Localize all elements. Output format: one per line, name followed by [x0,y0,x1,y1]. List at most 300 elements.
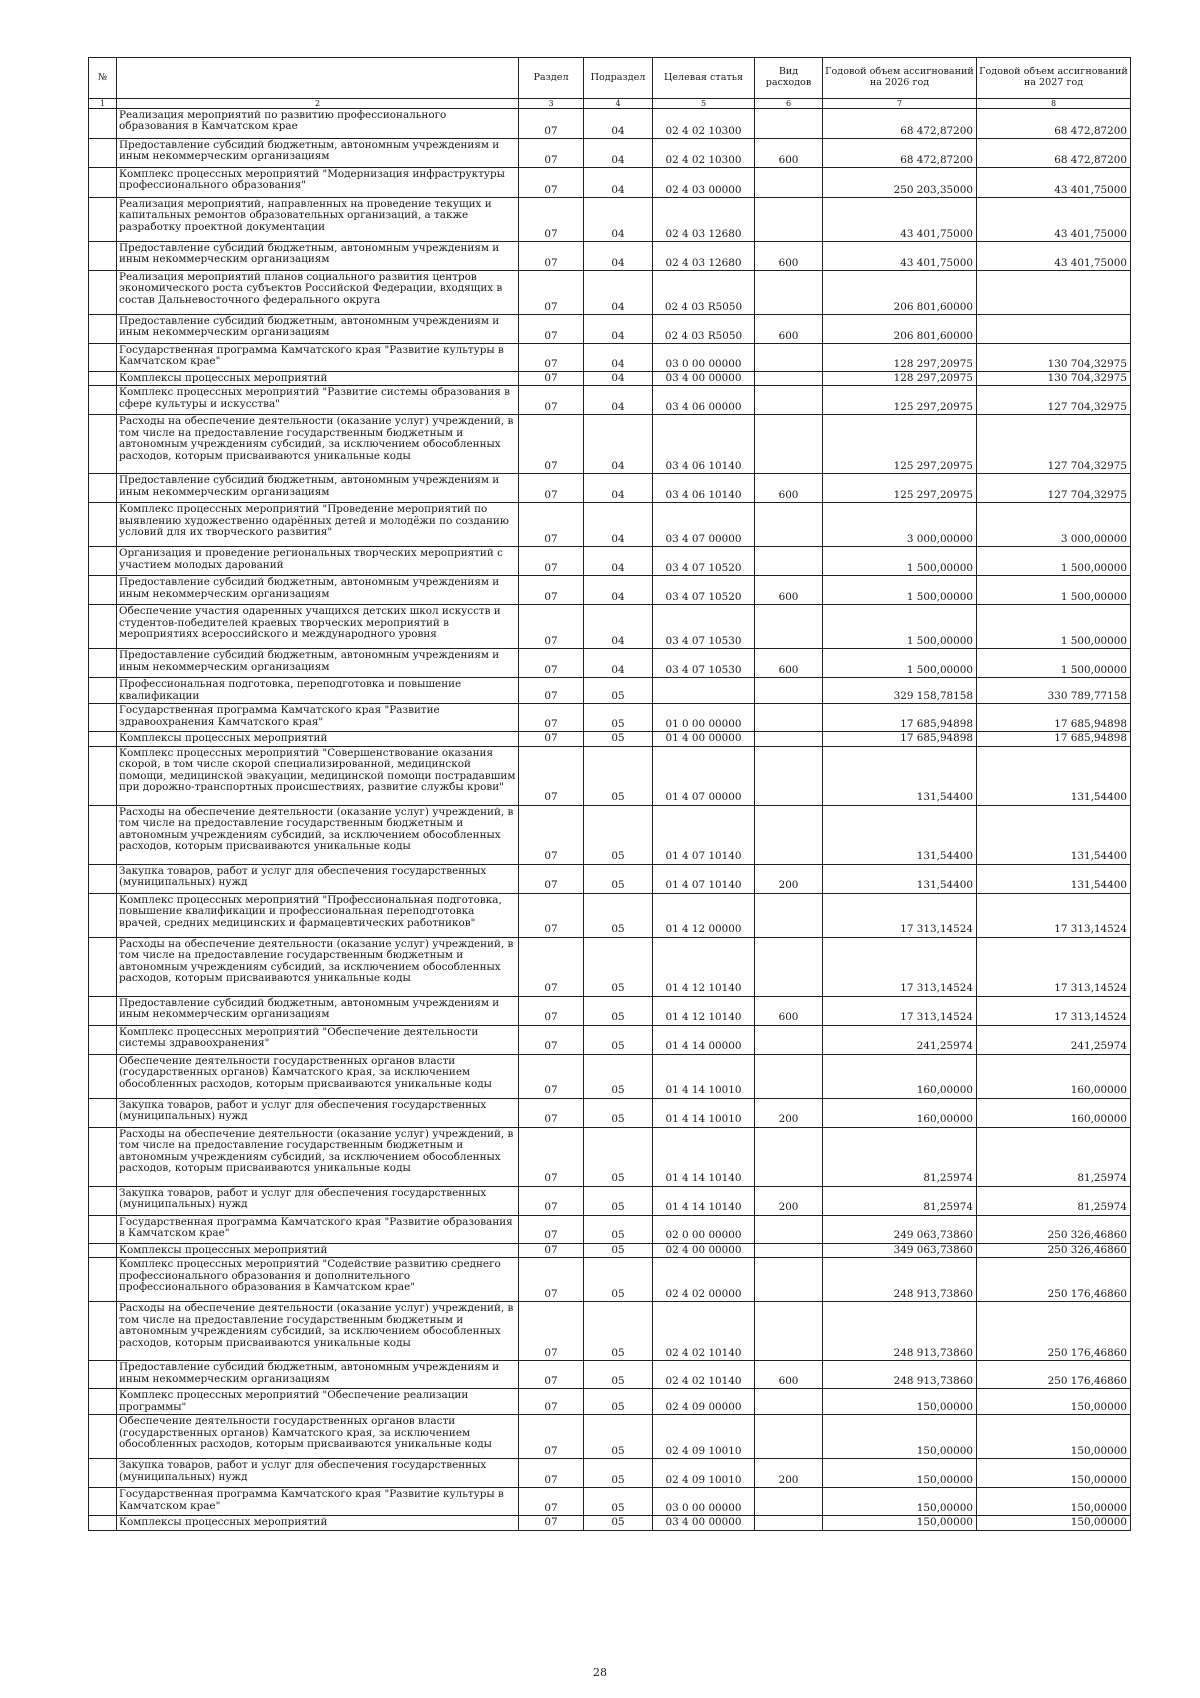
podrazdel-cell: 05 [584,1302,653,1361]
header-expense-type: Вид расходов [755,58,823,99]
column-number: 2 [117,99,519,109]
row-number-cell [89,1361,117,1389]
table-row [89,1415,1131,1459]
expense-type-cell [755,937,823,996]
podrazdel-cell: 05 [584,1186,653,1215]
amount-2026-cell: 206 801,60000 [823,315,977,344]
amount-2026-cell: 131,54400 [823,746,977,805]
amount-2026-cell: 150,00000 [823,1415,977,1459]
expense-type-cell: 600 [755,474,823,503]
amount-2027-cell: 43 401,75000 [977,242,1131,271]
item-name: Закупка товаров, работ и услуг для обеспечения государственных (муниципальных) нужд [117,864,519,893]
target-article-cell: 01 4 14 10010 [653,1054,755,1098]
amount-2027-cell: 68 472,87200 [977,109,1131,139]
header-name [117,58,519,99]
table-row [89,1127,1131,1186]
amount-2026-cell: 241,25974 [823,1025,977,1054]
podrazdel-cell: 05 [584,1459,653,1488]
expense-type-cell [755,1215,823,1243]
column-number: 5 [653,99,755,109]
amount-2026-cell: 125 297,20975 [823,474,977,503]
amount-2026-cell: 249 063,73860 [823,1215,977,1243]
amount-2026-cell: 131,54400 [823,864,977,893]
item-name: Комплексы процессных мероприятий [117,732,519,746]
expense-type-cell [755,1389,823,1415]
razdel-cell: 07 [519,503,584,547]
expense-type-cell [755,732,823,746]
row-number-cell [89,168,117,198]
table-row [89,1302,1131,1361]
expense-type-cell: 600 [755,1361,823,1389]
item-name: Государственная программа Камчатского края "Развитие здравоохранения Камчатского края" [117,704,519,732]
column-number: 8 [977,99,1131,109]
podrazdel-cell: 04 [584,649,653,678]
podrazdel-cell: 04 [584,576,653,605]
row-number-cell [89,271,117,315]
row-number-cell [89,746,117,805]
expense-type-cell [755,415,823,474]
header-year-2027: Годовой объем ассигнований на 2027 год [977,58,1131,99]
row-number-cell [89,1488,117,1516]
podrazdel-cell: 04 [584,109,653,139]
table-row [89,1361,1131,1389]
table-row [89,415,1131,474]
target-article-cell: 02 4 03 12680 [653,198,755,242]
row-number-cell [89,649,117,678]
amount-2027-cell: 81,25974 [977,1127,1131,1186]
header-year-2026: Годовой объем ассигнований на 2026 год [823,58,977,99]
expense-type-cell [755,704,823,732]
amount-2027-cell: 81,25974 [977,1186,1131,1215]
podrazdel-cell: 05 [584,1054,653,1098]
row-number-cell [89,315,117,344]
table-row [89,1459,1131,1488]
target-article-cell: 02 4 09 00000 [653,1389,755,1415]
podrazdel-cell: 05 [584,1516,653,1530]
target-article-cell: 01 4 00 00000 [653,732,755,746]
table-row [89,746,1131,805]
column-number: 4 [584,99,653,109]
amount-2026-cell: 1 500,00000 [823,649,977,678]
razdel-cell: 07 [519,864,584,893]
row-number-cell [89,1054,117,1098]
razdel-cell: 07 [519,547,584,576]
row-number-cell [89,1215,117,1243]
podrazdel-cell: 04 [584,271,653,315]
item-name: Предоставление субсидий бюджетным, автономным учреждениям и иным некоммерческим организациям [117,139,519,168]
target-article-cell: 02 4 00 00000 [653,1243,755,1257]
podrazdel-cell: 04 [584,315,653,344]
razdel-cell: 07 [519,649,584,678]
column-number: 1 [89,99,117,109]
target-article-cell: 03 4 07 10520 [653,576,755,605]
target-article-cell: 03 4 07 10530 [653,605,755,649]
item-name: Реализация мероприятий по развитию профессионального образования в Камчатском крае [117,109,519,139]
razdel-cell: 07 [519,1516,584,1530]
target-article-cell: 01 4 14 10140 [653,1127,755,1186]
amount-2026-cell: 81,25974 [823,1186,977,1215]
podrazdel-cell: 04 [584,474,653,503]
table-row [89,1243,1131,1257]
target-article-cell: 02 4 09 10010 [653,1415,755,1459]
razdel-cell: 07 [519,415,584,474]
amount-2026-cell: 131,54400 [823,805,977,864]
razdel-cell: 07 [519,678,584,704]
amount-2027-cell: 1 500,00000 [977,547,1131,576]
table-row [89,315,1131,344]
expense-type-cell: 600 [755,649,823,678]
target-article-cell: 02 4 02 10300 [653,109,755,139]
table-row [89,996,1131,1025]
amount-2026-cell: 3 000,00000 [823,503,977,547]
amount-2026-cell: 43 401,75000 [823,242,977,271]
razdel-cell: 07 [519,109,584,139]
target-article-cell: 01 4 07 00000 [653,746,755,805]
table-row [89,109,1131,139]
podrazdel-cell: 04 [584,344,653,372]
target-article-cell: 01 4 07 10140 [653,864,755,893]
amount-2027-cell: 241,25974 [977,1025,1131,1054]
podrazdel-cell: 04 [584,415,653,474]
item-name: Закупка товаров, работ и услуг для обеспечения государственных (муниципальных) нужд [117,1459,519,1488]
table-row [89,1025,1131,1054]
expense-type-cell [755,893,823,937]
target-article-cell [653,678,755,704]
amount-2027-cell: 1 500,00000 [977,649,1131,678]
razdel-cell: 07 [519,1459,584,1488]
expense-type-cell [755,678,823,704]
expense-type-cell [755,1025,823,1054]
podrazdel-cell: 05 [584,1025,653,1054]
expense-type-cell: 200 [755,1098,823,1127]
table-row [89,1098,1131,1127]
target-article-cell: 02 4 03 12680 [653,242,755,271]
podrazdel-cell: 05 [584,996,653,1025]
row-number-cell [89,1415,117,1459]
podrazdel-cell: 04 [584,242,653,271]
row-number-cell [89,893,117,937]
razdel-cell: 07 [519,1186,584,1215]
target-article-cell: 01 0 00 00000 [653,704,755,732]
item-name: Комплекс процессных мероприятий "Обеспечение деятельности системы здравоохранения" [117,1025,519,1054]
razdel-cell: 07 [519,1054,584,1098]
target-article-cell: 03 4 06 10140 [653,474,755,503]
table-row [89,344,1131,372]
target-article-cell: 02 4 02 10140 [653,1302,755,1361]
amount-2027-cell: 150,00000 [977,1389,1131,1415]
amount-2027-cell: 150,00000 [977,1516,1131,1530]
amount-2027-cell: 1 500,00000 [977,576,1131,605]
amount-2027-cell: 43 401,75000 [977,168,1131,198]
amount-2026-cell: 160,00000 [823,1098,977,1127]
item-name: Закупка товаров, работ и услуг для обеспечения государственных (муниципальных) нужд [117,1098,519,1127]
target-article-cell: 01 4 14 10140 [653,1186,755,1215]
razdel-cell: 07 [519,893,584,937]
table-row [89,503,1131,547]
podrazdel-cell: 05 [584,1243,653,1257]
podrazdel-cell: 05 [584,937,653,996]
amount-2027-cell: 43 401,75000 [977,198,1131,242]
row-number-cell [89,1098,117,1127]
expense-type-cell [755,271,823,315]
amount-2027-cell: 250 176,46860 [977,1302,1131,1361]
target-article-cell: 03 4 07 10520 [653,547,755,576]
amount-2026-cell: 17 313,14524 [823,937,977,996]
target-article-cell: 03 4 06 00000 [653,386,755,415]
razdel-cell: 07 [519,605,584,649]
razdel-cell: 07 [519,1302,584,1361]
item-name: Комплекс процессных мероприятий "Совершенствование оказания скорой, в том числе скорой специализированной, медицинской помощи, медицинской эвакуации, медицинской помощи пострадавшим при дорожно-транспортных происшествиях, развитие службы крови" [117,746,519,805]
amount-2026-cell: 150,00000 [823,1389,977,1415]
row-number-cell [89,704,117,732]
amount-2026-cell: 329 158,78158 [823,678,977,704]
row-number-cell [89,1302,117,1361]
expense-type-cell [755,605,823,649]
expense-type-cell [755,344,823,372]
table-row [89,242,1131,271]
target-article-cell: 03 0 00 00000 [653,1488,755,1516]
podrazdel-cell: 05 [584,864,653,893]
row-number-cell [89,474,117,503]
expense-type-cell [755,1054,823,1098]
expense-type-cell: 200 [755,864,823,893]
amount-2026-cell: 125 297,20975 [823,386,977,415]
table-row [89,1389,1131,1415]
podrazdel-cell: 04 [584,503,653,547]
item-name: Расходы на обеспечение деятельности (оказание услуг) учреждений, в том числе на предоставление государственным бюджетным и автономным учреждениям субсидий, за исключением обособленных расходов, которым присваиваются уникальные коды [117,805,519,864]
header-podrazdel: Подраздел [584,58,653,99]
row-number-cell [89,1516,117,1530]
amount-2026-cell: 150,00000 [823,1488,977,1516]
razdel-cell: 07 [519,1258,584,1302]
razdel-cell: 07 [519,198,584,242]
item-name: Комплекс процессных мероприятий "Содействие развитию среднего профессионального образования и дополнительного профессионального образования в Камчатском крае" [117,1258,519,1302]
table-row [89,605,1131,649]
row-number-cell [89,415,117,474]
table-row [89,576,1131,605]
table-row [89,1215,1131,1243]
amount-2026-cell: 17 313,14524 [823,996,977,1025]
amount-2026-cell: 1 500,00000 [823,605,977,649]
razdel-cell: 07 [519,372,584,386]
amount-2026-cell: 248 913,73860 [823,1258,977,1302]
podrazdel-cell: 05 [584,1415,653,1459]
budget-table [88,57,1131,1531]
table-row [89,372,1131,386]
amount-2026-cell: 1 500,00000 [823,547,977,576]
razdel-cell: 07 [519,1389,584,1415]
table-row [89,1186,1131,1215]
expense-type-cell: 200 [755,1186,823,1215]
row-number-cell [89,1025,117,1054]
amount-2026-cell: 160,00000 [823,1054,977,1098]
item-name: Предоставление субсидий бюджетным, автономным учреждениям и иным некоммерческим организациям [117,649,519,678]
podrazdel-cell: 04 [584,386,653,415]
podrazdel-cell: 04 [584,168,653,198]
table-row [89,1488,1131,1516]
row-number-cell [89,1186,117,1215]
item-name: Обеспечение участия одаренных учащихся детских школ искусств и студентов-победителей краевых творческих мероприятий в мероприятиях всероссийского и международного уровня [117,605,519,649]
amount-2027-cell: 68 472,87200 [977,139,1131,168]
item-name: Организация и проведение региональных творческих мероприятий с участием молодых дарований [117,547,519,576]
item-name: Комплекс процессных мероприятий "Обеспечение реализации программы" [117,1389,519,1415]
item-name: Расходы на обеспечение деятельности (оказание услуг) учреждений, в том числе на предоставление государственным бюджетным и автономным учреждениям субсидий, за исключением обособленных расходов, которым присваиваются уникальные коды [117,1302,519,1361]
expense-type-cell [755,805,823,864]
target-article-cell: 02 4 02 10300 [653,139,755,168]
table-row [89,937,1131,996]
razdel-cell: 07 [519,1215,584,1243]
page-number: 28 [593,1666,607,1679]
expense-type-cell [755,109,823,139]
amount-2026-cell: 206 801,60000 [823,271,977,315]
podrazdel-cell: 05 [584,1361,653,1389]
expense-type-cell [755,1415,823,1459]
amount-2027-cell: 130 704,32975 [977,372,1131,386]
expense-type-cell: 600 [755,242,823,271]
item-name: Комплекс процессных мероприятий "Модернизация инфраструктуры профессионального образования" [117,168,519,198]
target-article-cell: 02 4 03 00000 [653,168,755,198]
podrazdel-cell: 05 [584,704,653,732]
expense-type-cell [755,1302,823,1361]
podrazdel-cell: 04 [584,139,653,168]
row-number-cell [89,1389,117,1415]
table-row [89,198,1131,242]
amount-2027-cell: 17 685,94898 [977,704,1131,732]
row-number-cell [89,344,117,372]
table-row [89,732,1131,746]
row-number-cell [89,678,117,704]
target-article-cell: 01 4 12 10140 [653,937,755,996]
podrazdel-cell: 05 [584,732,653,746]
table-row [89,1516,1131,1530]
table-row [89,1258,1131,1302]
expense-type-cell [755,746,823,805]
item-name: Профессиональная подготовка, переподготовка и повышение квалификации [117,678,519,704]
row-number-cell [89,139,117,168]
table-row [89,864,1131,893]
table-row [89,704,1131,732]
expense-type-cell [755,198,823,242]
amount-2026-cell: 17 685,94898 [823,732,977,746]
razdel-cell: 07 [519,576,584,605]
header-no: № [89,58,117,99]
row-number-cell [89,1258,117,1302]
item-name: Расходы на обеспечение деятельности (оказание услуг) учреждений, в том числе на предоставление государственным бюджетным и автономным учреждениям субсидий, за исключением обособленных расходов, которым присваиваются уникальные коды [117,415,519,474]
podrazdel-cell: 05 [584,1488,653,1516]
amount-2026-cell: 81,25974 [823,1127,977,1186]
expense-type-cell [755,1516,823,1530]
podrazdel-cell: 04 [584,605,653,649]
item-name: Предоставление субсидий бюджетным, автономным учреждениям и иным некоммерческим организациям [117,474,519,503]
amount-2026-cell: 248 913,73860 [823,1302,977,1361]
item-name: Реализация мероприятий планов социального развития центров экономического роста субъектов Российской Федерации, входящих в состав Дальневосточного федерального округа [117,271,519,315]
row-number-cell [89,996,117,1025]
amount-2027-cell: 250 176,46860 [977,1361,1131,1389]
amount-2027-cell: 150,00000 [977,1459,1131,1488]
expense-type-cell: 600 [755,139,823,168]
target-article-cell: 03 0 00 00000 [653,344,755,372]
podrazdel-cell: 04 [584,547,653,576]
item-name: Государственная программа Камчатского края "Развитие культуры в Камчатском крае" [117,344,519,372]
target-article-cell: 02 0 00 00000 [653,1215,755,1243]
target-article-cell: 03 4 00 00000 [653,1516,755,1530]
row-number-cell [89,386,117,415]
row-number-cell [89,109,117,139]
amount-2027-cell: 127 704,32975 [977,415,1131,474]
amount-2026-cell: 248 913,73860 [823,1361,977,1389]
table-row [89,678,1131,704]
item-name: Закупка товаров, работ и услуг для обеспечения государственных (муниципальных) нужд [117,1186,519,1215]
table-row [89,139,1131,168]
expense-type-cell [755,503,823,547]
amount-2026-cell: 349 063,73860 [823,1243,977,1257]
target-article-cell: 02 4 02 10140 [653,1361,755,1389]
table-row [89,1054,1131,1098]
target-article-cell: 02 4 03 R5050 [653,271,755,315]
item-name: Комплексы процессных мероприятий [117,1243,519,1257]
expense-type-cell [755,547,823,576]
item-name: Предоставление субсидий бюджетным, автономным учреждениям и иным некоммерческим организациям [117,996,519,1025]
item-name: Предоставление субсидий бюджетным, автономным учреждениям и иным некоммерческим организациям [117,576,519,605]
item-name: Комплекс процессных мероприятий "Развитие системы образования в сфере культуры и искусства" [117,386,519,415]
item-name: Реализация мероприятий, направленных на проведение текущих и капитальных ремонтов образовательных организаций, а также разработку проектной документации [117,198,519,242]
row-number-cell [89,937,117,996]
amount-2026-cell: 1 500,00000 [823,576,977,605]
table-row [89,386,1131,415]
column-number: 3 [519,99,584,109]
target-article-cell: 03 4 06 10140 [653,415,755,474]
column-number: 7 [823,99,977,109]
podrazdel-cell: 05 [584,805,653,864]
expense-type-cell [755,168,823,198]
podrazdel-cell: 05 [584,1389,653,1415]
podrazdel-cell: 05 [584,678,653,704]
target-article-cell: 01 4 14 10010 [653,1098,755,1127]
amount-2027-cell: 250 326,46860 [977,1243,1131,1257]
item-name: Комплекс процессных мероприятий "Профессиональная подготовка, повышение квалификации и профессиональная переподготовка врачей, средних медицинских и фармацевтических работников" [117,893,519,937]
row-number-cell [89,547,117,576]
row-number-cell [89,576,117,605]
item-name: Государственная программа Камчатского края "Развитие образования в Камчатском крае" [117,1215,519,1243]
amount-2027-cell: 127 704,32975 [977,474,1131,503]
razdel-cell: 07 [519,1243,584,1257]
amount-2026-cell: 17 313,14524 [823,893,977,937]
razdel-cell: 07 [519,1488,584,1516]
expense-type-cell [755,1488,823,1516]
amount-2027-cell: 150,00000 [977,1415,1131,1459]
expense-type-cell: 600 [755,576,823,605]
table-row [89,271,1131,315]
row-number-cell [89,1459,117,1488]
razdel-cell: 07 [519,996,584,1025]
amount-2027-cell: 131,54400 [977,805,1131,864]
item-name: Обеспечение деятельности государственных органов власти (государственных органов) Камчатского края, за исключением обособленных расходов, которым присваиваются уникальные коды [117,1054,519,1098]
amount-2027-cell: 17 685,94898 [977,732,1131,746]
razdel-cell: 07 [519,1098,584,1127]
razdel-cell: 07 [519,344,584,372]
row-number-cell [89,1243,117,1257]
amount-2027-cell: 330 789,77158 [977,678,1131,704]
amount-2027-cell: 3 000,00000 [977,503,1131,547]
expense-type-cell: 600 [755,996,823,1025]
razdel-cell: 07 [519,746,584,805]
target-article-cell: 01 4 07 10140 [653,805,755,864]
target-article-cell: 03 4 00 00000 [653,372,755,386]
amount-2026-cell: 128 297,20975 [823,344,977,372]
row-number-cell [89,864,117,893]
amount-2027-cell [977,271,1131,315]
column-number-row [89,99,1131,109]
